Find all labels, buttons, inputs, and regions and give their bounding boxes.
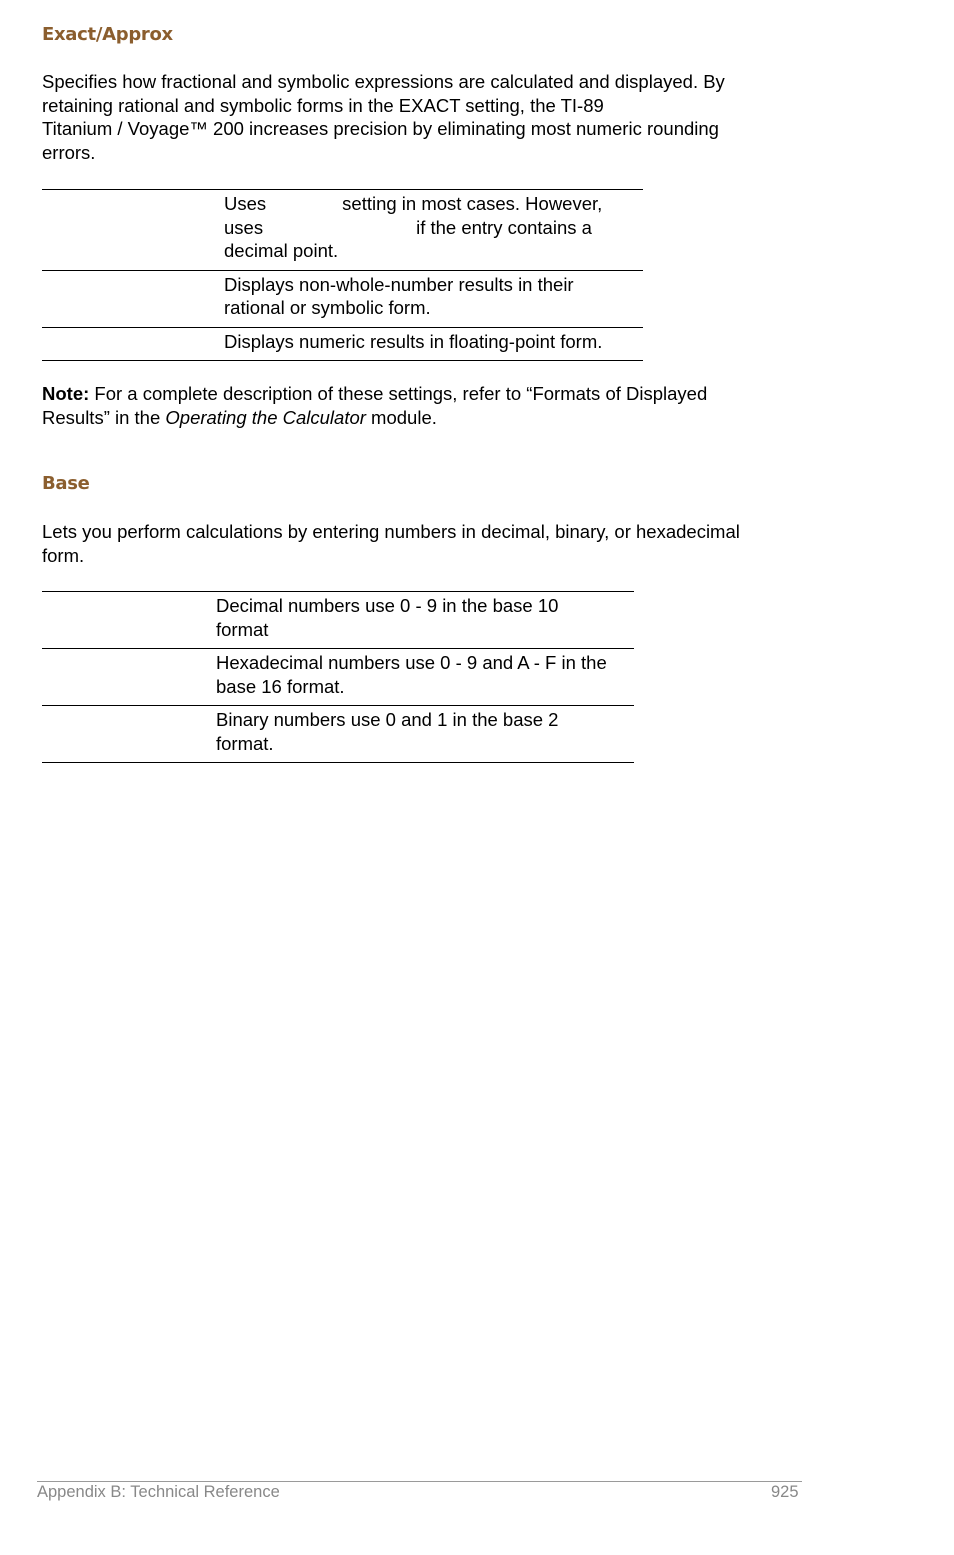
- desc-line: Decimal numbers use 0 - 9 in the base 10: [216, 595, 559, 616]
- desc-line: [224, 296, 643, 320]
- note-text: Results” in the: [42, 406, 166, 428]
- table-row: [42, 592, 634, 649]
- note-line: [42, 382, 802, 406]
- desc-line: [224, 273, 643, 297]
- table-row: [42, 649, 634, 706]
- note-module-title: Operating the Calculator: [165, 406, 366, 428]
- table-row: [42, 706, 634, 763]
- setting-cell: [42, 270, 224, 327]
- intro-line: retaining rational and symbolic forms in the EXACT setting, the TI-89: [42, 94, 604, 116]
- exact-approx-heading: Exact/Approx: [42, 24, 173, 45]
- desc-line: Hexadecimal numbers use 0 - 9 and A - F in the: [216, 652, 607, 673]
- setting-cell: [42, 706, 216, 763]
- desc-text: if the entry contains a: [416, 216, 592, 238]
- setting-description: [216, 706, 634, 763]
- setting-cell: [42, 190, 224, 271]
- table-row: [42, 270, 643, 327]
- setting-description: [216, 649, 634, 706]
- base-table: [42, 591, 634, 763]
- desc-line: format: [216, 618, 269, 640]
- desc-line: [224, 239, 643, 263]
- setting-description: [216, 592, 634, 649]
- footer-section-title: Appendix B: Technical Reference: [37, 1483, 280, 1501]
- base-intro: [42, 520, 802, 567]
- desc-line: [224, 192, 643, 216]
- setting-cell: [42, 649, 216, 706]
- desc-text: decimal point.: [224, 240, 339, 261]
- footer-divider: [37, 1481, 802, 1482]
- table-row: [42, 190, 643, 271]
- note-text: For a complete description of these settings, refer to “Formats of Displayed: [89, 383, 708, 404]
- exact-approx-intro: [42, 70, 802, 164]
- note-label: Note:: [42, 383, 90, 404]
- desc-text: uses: [224, 216, 264, 238]
- setting-cell: [42, 592, 216, 649]
- intro-line: Lets you perform calculations by entering numbers in decimal, binary, or hexadecimal: [42, 521, 740, 542]
- desc-line: Binary numbers use 0 and 1 in the base 2: [216, 709, 559, 730]
- table-row: [42, 327, 643, 361]
- exact-approx-table: [42, 189, 643, 361]
- intro-line: form.: [42, 544, 85, 566]
- desc-line: [224, 330, 643, 354]
- intro-line: Titanium / Voyage™ 200 increases precision by eliminating most numeric rounding: [42, 118, 719, 139]
- desc-text: Displays non-whole-number results in their: [224, 273, 574, 295]
- setting-cell: [42, 327, 224, 361]
- desc-text: rational or symbolic form.: [224, 297, 431, 318]
- intro-line: Specifies how fractional and symbolic expressions are calculated and displayed. By: [42, 71, 725, 92]
- setting-description: [224, 190, 643, 271]
- desc-text: Displays numeric results in floating-point form.: [224, 330, 603, 352]
- note-line: [42, 406, 802, 430]
- note-paragraph: [42, 382, 802, 429]
- base-heading: Base: [42, 473, 90, 494]
- setting-description: [224, 327, 643, 361]
- desc-line: base 16 format.: [216, 675, 345, 697]
- note-text: module.: [365, 406, 437, 428]
- setting-description: [224, 270, 643, 327]
- desc-text: setting in most cases. However,: [342, 193, 603, 214]
- desc-text: Uses: [224, 193, 267, 214]
- desc-line: format.: [216, 732, 274, 754]
- desc-line: [224, 216, 643, 240]
- footer-page-number: 925: [771, 1483, 799, 1501]
- intro-line: errors.: [42, 141, 96, 163]
